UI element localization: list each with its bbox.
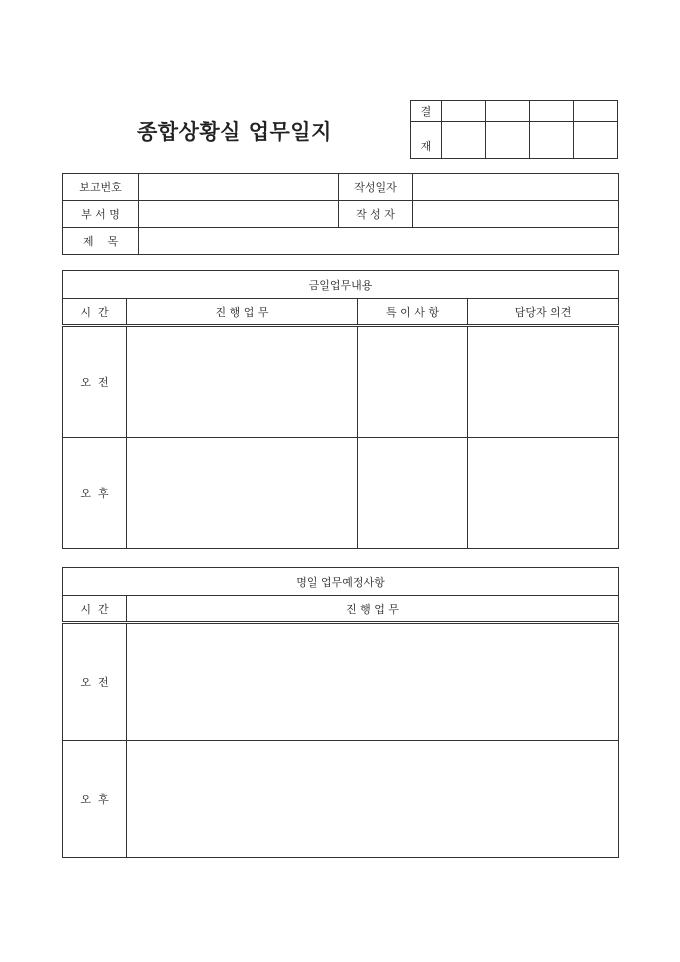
tomorrow-plan-table <box>62 567 619 858</box>
report-no-label: 보고번호 <box>63 174 139 201</box>
today-afternoon-task-field[interactable] <box>127 438 358 549</box>
today-col-time: 시 간 <box>63 299 127 326</box>
today-afternoon-notes-field[interactable] <box>358 438 468 549</box>
approval-sign-cell[interactable] <box>442 101 486 122</box>
approval-sign-cell[interactable] <box>442 122 486 159</box>
approval-sign-cell[interactable] <box>486 101 530 122</box>
report-no-field[interactable] <box>139 174 339 201</box>
tomorrow-afternoon-label: 오 후 <box>63 741 127 858</box>
approval-sign-cell[interactable] <box>530 122 574 159</box>
approval-sign-cell[interactable] <box>530 101 574 122</box>
subject-field[interactable] <box>139 228 619 255</box>
tomorrow-col-time: 시 간 <box>63 596 127 623</box>
today-work-table <box>62 270 619 549</box>
today-morning-label: 오 전 <box>63 326 127 438</box>
today-morning-opinion-field[interactable] <box>468 326 619 438</box>
subject-label: 제 목 <box>63 228 139 255</box>
today-col-notes: 특 이 사 항 <box>358 299 468 326</box>
today-col-task: 진 행 업 무 <box>127 299 358 326</box>
author-label: 작 성 자 <box>339 201 413 228</box>
department-label: 부 서 명 <box>63 201 139 228</box>
department-field[interactable] <box>139 201 339 228</box>
approval-sign-cell[interactable] <box>486 122 530 159</box>
today-col-opinion: 담당자 의견 <box>468 299 619 326</box>
approval-label-top: 결 <box>411 101 442 122</box>
approval-box <box>410 100 618 159</box>
written-date-label: 작성일자 <box>339 174 413 201</box>
tomorrow-morning-label: 오 전 <box>63 623 127 741</box>
author-field[interactable] <box>413 201 619 228</box>
today-morning-notes-field[interactable] <box>358 326 468 438</box>
tomorrow-col-task: 진 행 업 무 <box>127 596 619 623</box>
approval-label-bottom: 재 <box>411 122 442 159</box>
page-title: 종합상황실 업무일지 <box>137 120 332 144</box>
approval-sign-cell[interactable] <box>574 122 618 159</box>
tomorrow-afternoon-task-field[interactable] <box>127 741 619 858</box>
today-morning-task-field[interactable] <box>127 326 358 438</box>
report-info-table <box>62 173 619 255</box>
today-afternoon-label: 오 후 <box>63 438 127 549</box>
tomorrow-morning-task-field[interactable] <box>127 623 619 741</box>
today-heading: 금일업무내용 <box>63 271 619 299</box>
today-afternoon-opinion-field[interactable] <box>468 438 619 549</box>
written-date-field[interactable] <box>413 174 619 201</box>
tomorrow-heading: 명일 업무예정사항 <box>63 568 619 596</box>
approval-sign-cell[interactable] <box>574 101 618 122</box>
